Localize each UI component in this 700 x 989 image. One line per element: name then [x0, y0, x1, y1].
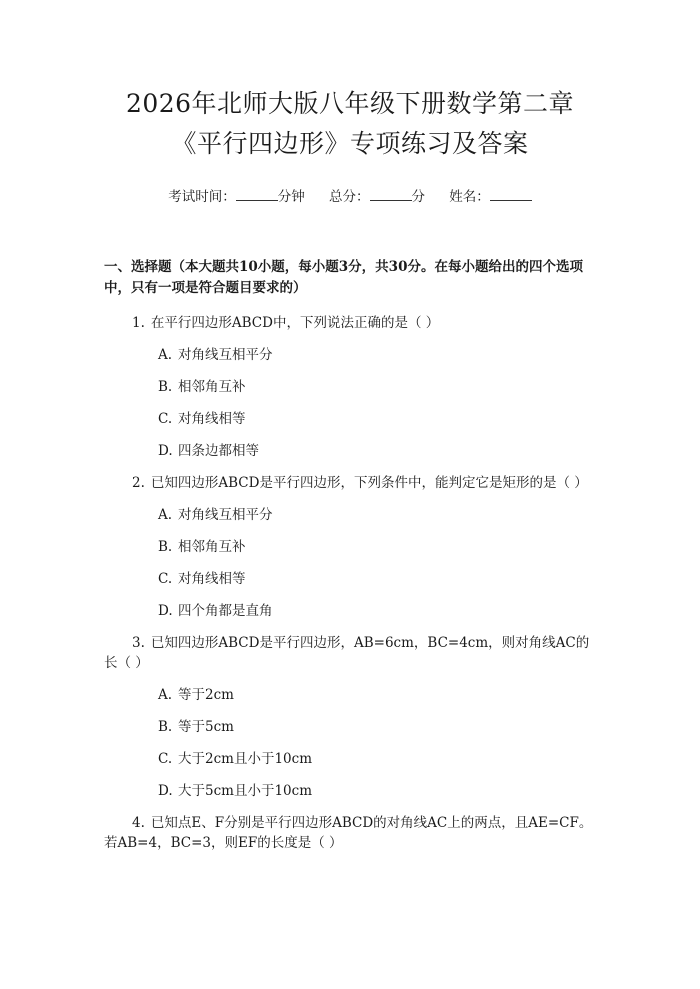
- total-score-field: [329, 186, 425, 207]
- student-name-blank[interactable]: [490, 186, 532, 201]
- option-letter: D.: [158, 443, 173, 459]
- question-number: 4.: [132, 815, 145, 831]
- option-letter: D.: [158, 603, 173, 619]
- option-text: 对角线相等: [178, 571, 246, 587]
- option-text: 四个角都是直角: [178, 603, 273, 619]
- option-d[interactable]: [104, 601, 596, 621]
- question-text: 已知四边形ABCD是平行四边形，AB=6cm，BC=4cm，则对角线AC的长（ ）: [104, 635, 590, 671]
- question-1-options: [104, 345, 596, 461]
- question-text: 在平行四边形ABCD中，下列说法正确的是（ ）: [150, 315, 440, 331]
- student-name-label: 姓名：: [449, 189, 490, 205]
- option-a[interactable]: [104, 505, 596, 525]
- option-text: 等于5cm: [178, 719, 234, 735]
- option-letter: A.: [158, 507, 173, 523]
- question-text: 已知四边形ABCD是平行四边形，下列条件中，能判定它是矩形的是（ ）: [150, 475, 588, 491]
- option-letter: D.: [158, 783, 173, 799]
- option-letter: B.: [158, 719, 173, 735]
- question-3-options: [104, 685, 596, 801]
- option-letter: C.: [158, 411, 173, 427]
- option-text: 对角线互相平分: [178, 507, 273, 523]
- total-score-unit: 分: [411, 189, 425, 205]
- question-4: [104, 813, 596, 853]
- option-letter: A.: [158, 687, 173, 703]
- option-letter: C.: [158, 571, 173, 587]
- question-2-options: [104, 505, 596, 621]
- question-number: 2.: [132, 475, 145, 491]
- question-list: [104, 313, 596, 853]
- option-c[interactable]: [104, 569, 596, 589]
- question-1: [104, 313, 596, 333]
- option-d[interactable]: [104, 781, 596, 801]
- option-text: 对角线互相平分: [178, 347, 273, 363]
- option-letter: B.: [158, 379, 173, 395]
- option-c[interactable]: [104, 409, 596, 429]
- question-number: 1.: [132, 315, 145, 331]
- section-heading: 一、选择题（本大题共10小题，每小题3分，共30分。在每小题给出的四个选项中，只有一项是符合题目要求的）: [104, 259, 583, 296]
- question-3: [104, 633, 596, 673]
- exam-page: [0, 84, 700, 989]
- question-number: 3.: [132, 635, 145, 651]
- exam-time-unit: 分钟: [277, 189, 305, 205]
- option-letter: A.: [158, 347, 173, 363]
- option-text: 等于2cm: [178, 687, 234, 703]
- option-text: 大于2cm且小于10cm: [178, 751, 312, 767]
- option-text: 大于5cm且小于10cm: [178, 783, 312, 799]
- page-title: 2026年北师大版八年级下册数学第二章《平行四边形》专项练习及答案: [125, 89, 575, 158]
- option-text: 相邻角互补: [178, 379, 246, 395]
- total-score-label: 总分：: [329, 189, 370, 205]
- exam-time-blank[interactable]: [236, 186, 278, 201]
- option-b[interactable]: [104, 377, 596, 397]
- option-text: 四条边都相等: [178, 443, 259, 459]
- option-text: 对角线相等: [178, 411, 246, 427]
- exam-info-line: [104, 186, 596, 207]
- total-score-blank[interactable]: [370, 186, 412, 201]
- option-letter: B.: [158, 539, 173, 555]
- option-letter: C.: [158, 751, 173, 767]
- option-text: 相邻角互补: [178, 539, 246, 555]
- option-c[interactable]: [104, 749, 596, 769]
- question-2: [104, 473, 596, 493]
- option-d[interactable]: [104, 441, 596, 461]
- question-text: 已知点E、F分别是平行四边形ABCD的对角线AC上的两点，且AE=CF。若AB=4，BC=3，则EF的长度是（ ）: [104, 815, 593, 851]
- exam-time-field: [168, 186, 305, 207]
- option-b[interactable]: [104, 537, 596, 557]
- exam-time-label: 考试时间：: [168, 189, 236, 205]
- option-b[interactable]: [104, 717, 596, 737]
- option-a[interactable]: [104, 685, 596, 705]
- student-name-field: [449, 186, 532, 207]
- option-a[interactable]: [104, 345, 596, 365]
